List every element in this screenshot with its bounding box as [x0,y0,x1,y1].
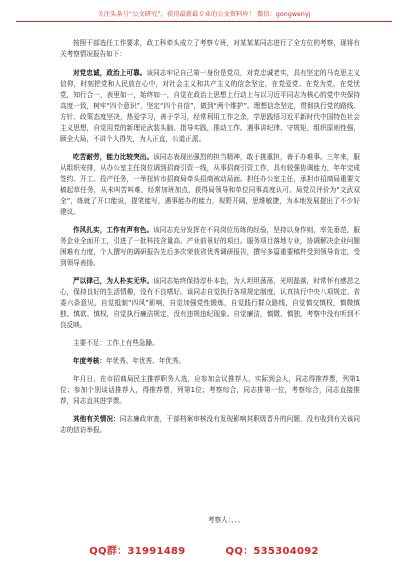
recommendation-paragraph: 年月日，在市招商局民主推荐职务人选，应参加会议推荐人，实际到会人，同志得推荐票，列第1位；参加个别谈话推荐人，得推荐票，列第1位；考察综合，同志排第一位，考察综合，同志直接推荐，同志直其进学票。 [60,375,360,405]
section-ability [60,152,360,218]
annual-review-text: 年优秀、年优秀、年优秀。 [105,357,186,365]
qq-number: QQ：535304092 [225,546,319,557]
contact-footer [0,546,408,557]
intro-paragraph: 按照干部选任工作要求，政工科牵头成立了考察专班，对某某某同志进行了全方位的考察，现将有关考察情况报告如下： [60,39,360,58]
section-text: 该同志充分发挥在不同岗位历练的经验，坚持以身作则，率先垂范，服务企业全面开工，引进了一批科技含量高、产业前景好的项目。服务项目落地专业，协调解决企业问题困难有力度，个人撰写的调研报告先后多次荣获省优秀调研报告，撰写多篇重要稿件受到领导肯定，受到领导表扬。 [60,226,361,267]
annual-review-paragraph [60,356,360,367]
other-info-heading: 其他有关情况： [73,415,120,423]
annual-review-heading: 年度考核： [73,357,106,365]
shortcomings-paragraph: 主要不足：工作上有些急躁。 [73,339,159,347]
inspectors-signature: 考察人：、、、 [208,516,245,524]
document-body [60,38,360,443]
section-text: 该同志表现出强烈的担当精神，敢于挑重担，善于办难事。三年来，服从组织安排，从办公室主任岗位调到招商引资一线，从事招商引资工作，具有较强协调能力，年年完成签约、开工、投产任务，一举扭转市招商局牵头招商被动局面。担任办公室主任，承担市招商局重要文稿起草任务，从未叫苦叫难，经常加班加点，获得局领导和单位同事高度认可。局党员评价为“文武双全”，练就了开口能说，提笔能写，遇事能办的能力，视野开阔，思维敏捷，为本地发展提出了不少好建议。 [60,153,361,216]
qq-group-number: QQ群：31991489 [89,546,186,557]
section-political [60,68,360,145]
section-heading: 作风扎实，工作有声有色。 [73,226,154,234]
promo-banner: 关注头条号“公文研究”，获得最新最专业的公文资料库！ 微信：gongwenyj [97,11,311,18]
section-heading: 对党忠诚，政治上可靠。 [73,69,147,77]
section-text: 该同志牢记自己第一身份是党员，对党忠诚老实，具有坚定的马克思主义信仰，时刻把党和人民放在心中，对社会主义和共产主义的信念坚定，在党爱党、在党为党、在党忧党，知行合一，表里如一，始终如一，自觉在政治上思想上行动上与以习近平同志为核心的党中央保持高度一致，树牢“四个意识”，坚定“四个自信”，做到“两个维护”。理想信念坚定，贯彻执行党的路线、方针、政策态度坚决，热爱学习，善于学习，经常利用工作之余，学思践悟习近平新时代中国特色社会主义思想，自觉用党的新理论武装头脑、指导实践，推动工作。遇事讲纪律、守规矩，组织原则性强，顾全大局，不讲个人得失，为人正直，公道正派。 [60,69,361,143]
other-info-paragraph [60,414,360,436]
section-heading: 吃苦耐劳，能力比较突出。 [73,153,154,161]
section-text: 该同志始终保持淳朴本色，为人坦坦荡荡，光明磊落，时常怀有感恩之心，保持良好的生活情趣，没有不良嗜好。该同志自觉执行各项规定制度，认真执行中央八项规定、省委六条意见，自觉抵制“四风”影响，自觉加强党性锻炼，自觉践行群众路线，自觉慎交慎权，慎微慎独、慎欲、慎权，自觉执行廉洁规定，没有违规违纪现象。自觉廉洁，慎微、慎独，考察中没有听到不良反映。 [60,277,361,329]
header-divider [16,21,392,22]
other-info-text: 同志廉政审查，干部档案审核没有发现影响其职级晋升的问题，没有收到有关该同志的信访举报。 [60,415,360,434]
section-work-style [60,225,360,269]
section-heading: 严以律己，为人朴实无华。 [73,277,154,285]
section-discipline [60,276,360,331]
